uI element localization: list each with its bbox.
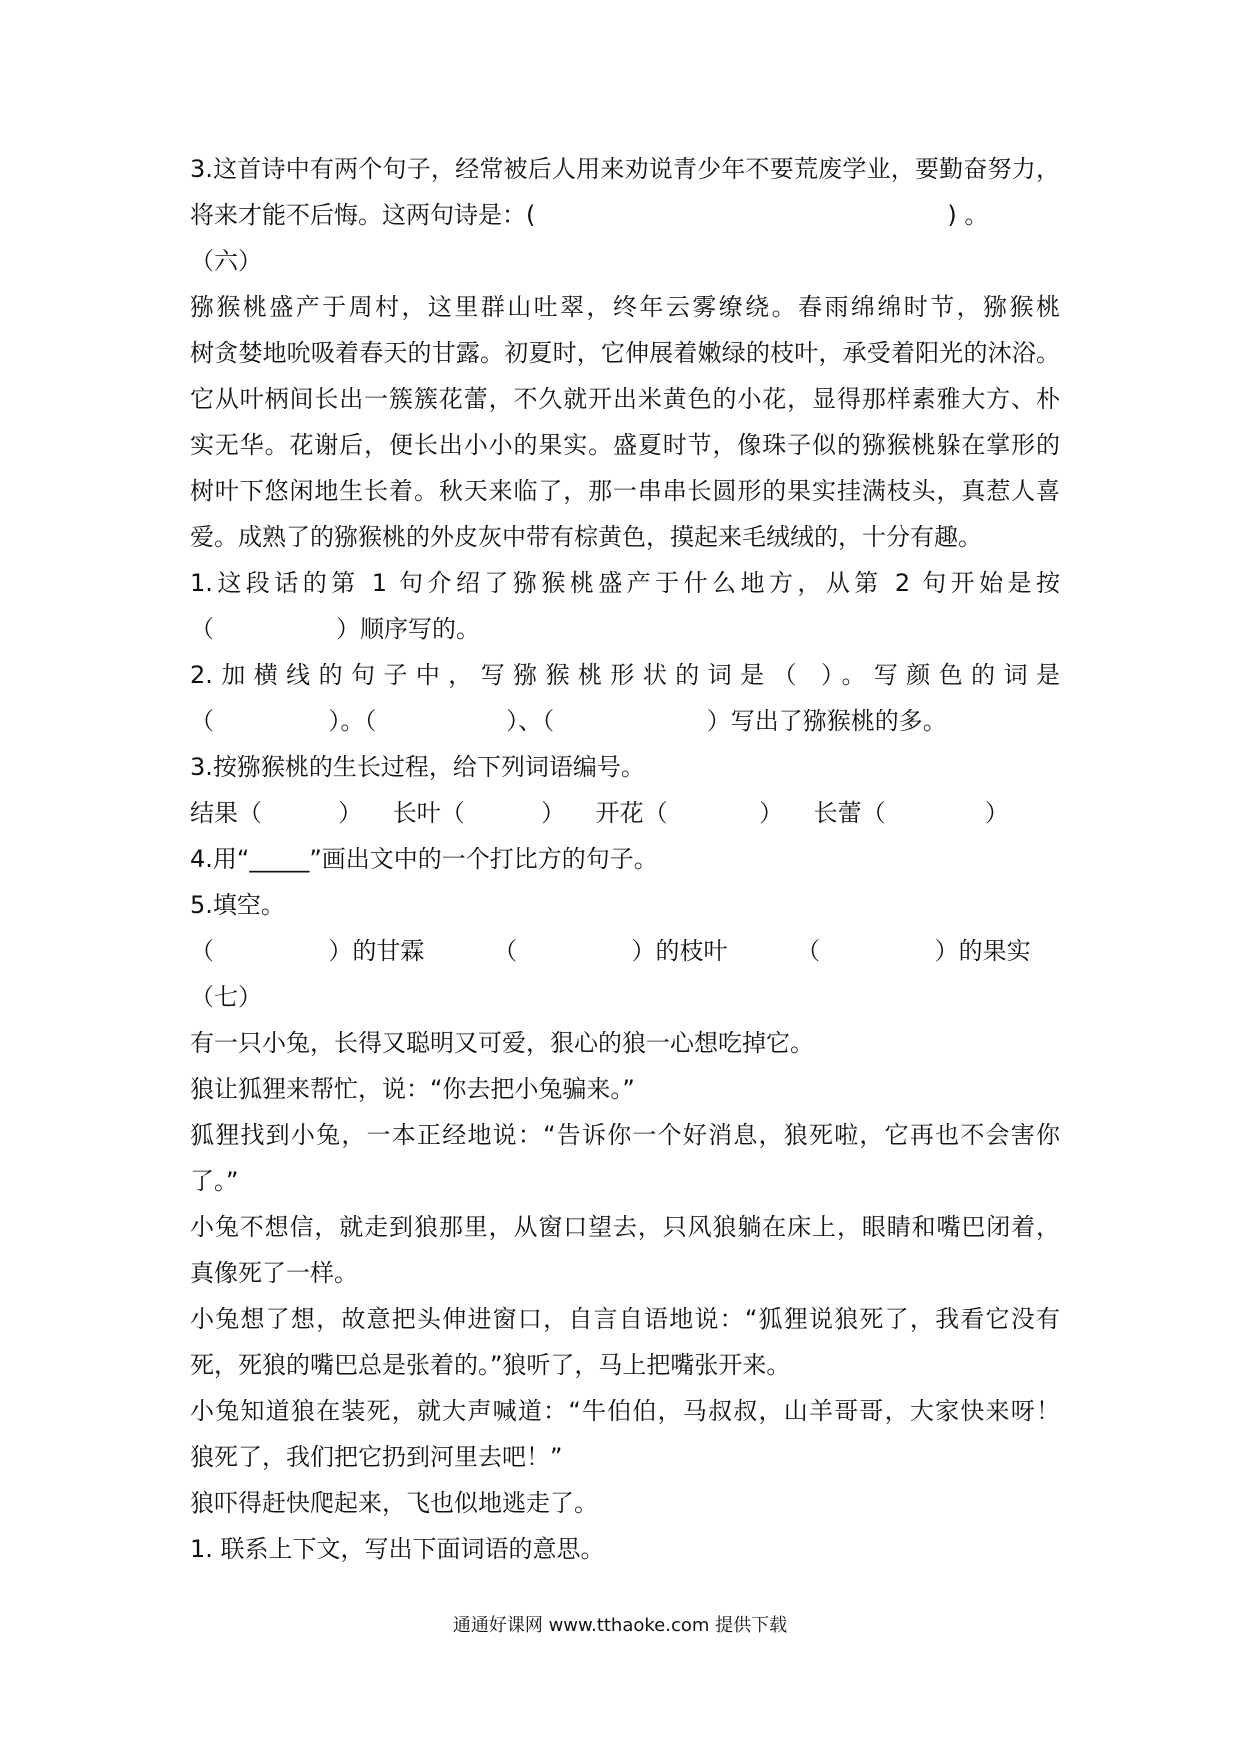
question-1-line-1: 1.这段话的第 1 句介绍了猕猴桃盛产于什么地方，从第 2 句开始是按 [190, 569, 1060, 597]
passage-7-line: 有一只小兔，长得又聪明又可爱，狠心的狼一心想吃掉它。 [190, 1029, 814, 1057]
passage-6-line: 猕猴桃盛产于周村，这里群山吐翠，终年云雾缭绕。春雨绵绵时节，猕猴桃 [190, 293, 1060, 321]
section-7-question-1: 1. 联系上下文，写出下面词语的意思。 [190, 1535, 605, 1563]
question-3-order: 3.按猕猴桃的生长过程，给下列词语编号。 [190, 753, 645, 781]
question-2-line-2: （ ）。（ ）、（ ）写出了猕猴桃的多。 [190, 707, 947, 735]
passage-6-line: 爱。成熟了的猕猴桃的外皮灰中带有棕黄色，摸起来毛绒绒的，十分有趣。 [190, 523, 982, 551]
question-5-blanks: （ ）的甘霖 （ ）的枝叶 （ ）的果实 [190, 937, 1031, 965]
question-2-line-1: 2.加横线的句子中，写猕猴桃形状的词是（ ）。写颜色的词是 [190, 661, 1060, 689]
passage-7-line: 狼死了，我们把它扔到河里去吧！” [190, 1443, 563, 1471]
question-3-blanks: 结果（ ） 长叶（ ） 开花（ ） 长蕾（ ） [190, 799, 1009, 827]
question-3-line-1: 3.这首诗中有两个句子，经常被后人用来劝说青少年不要荒废学业，要勤奋努力， [190, 155, 1060, 183]
passage-7-line: 了。” [190, 1167, 239, 1195]
passage-6-line: 实无华。花谢后，便长出小小的果实。盛夏时节，像珠子似的猕猴桃躲在掌形的 [190, 431, 1060, 459]
section-6-heading: （六） [190, 247, 262, 275]
passage-7-line: 狐狸找到小兔，一本正经地说：“告诉你一个好消息，狼死啦，它再也不会害你 [190, 1121, 1060, 1149]
passage-7-line: 小兔想了想，故意把头伸进窗口，自言自语地说：“狐狸说狼死了，我看它没有 [190, 1305, 1060, 1333]
passage-7-line: 真像死了一样。 [190, 1259, 358, 1287]
section-7-heading: （七） [190, 983, 262, 1011]
question-4: 4.用“_____”画出文中的一个打比方的句子。 [190, 845, 658, 873]
passage-6-line: 树贪婪地吮吸着春天的甘露。初夏时，它伸展着嫩绿的枝叶，承受着阳光的沐浴。 [190, 339, 1060, 367]
passage-7-line: 狼让狐狸来帮忙，说：“你去把小兔骗来。” [190, 1075, 635, 1103]
question-3-line-2: 将来才能不后悔。这两句诗是：( ) 。 [190, 201, 989, 229]
question-1-line-2: （ ）顺序写的。 [190, 615, 481, 643]
page-footer: 通通好课网 www.tthaoke.com 提供下载 [452, 1615, 788, 1636]
passage-7-line: 小兔知道狼在装死，就大声喊道：“牛伯伯，马叔叔，山羊哥哥，大家快来呀！ [190, 1397, 1060, 1425]
passage-6-line: 它从叶柄间长出一簇簇花蕾，不久就开出米黄色的小花，显得那样素雅大方、朴 [190, 385, 1060, 413]
passage-7-line: 死，死狼的嘴巴总是张着的。”狼听了，马上把嘴张开来。 [190, 1351, 791, 1379]
passage-6-line: 树叶下悠闲地生长着。秋天来临了，那一串串长圆形的果实挂满枝头，真惹人喜 [190, 477, 1060, 505]
passage-7-line: 狼吓得赶快爬起来，飞也似地逃走了。 [190, 1489, 598, 1517]
passage-7-line: 小兔不想信，就走到狼那里，从窗口望去，只风狼躺在床上，眼睛和嘴巴闭着， [190, 1213, 1060, 1241]
question-5: 5.填空。 [190, 891, 285, 919]
